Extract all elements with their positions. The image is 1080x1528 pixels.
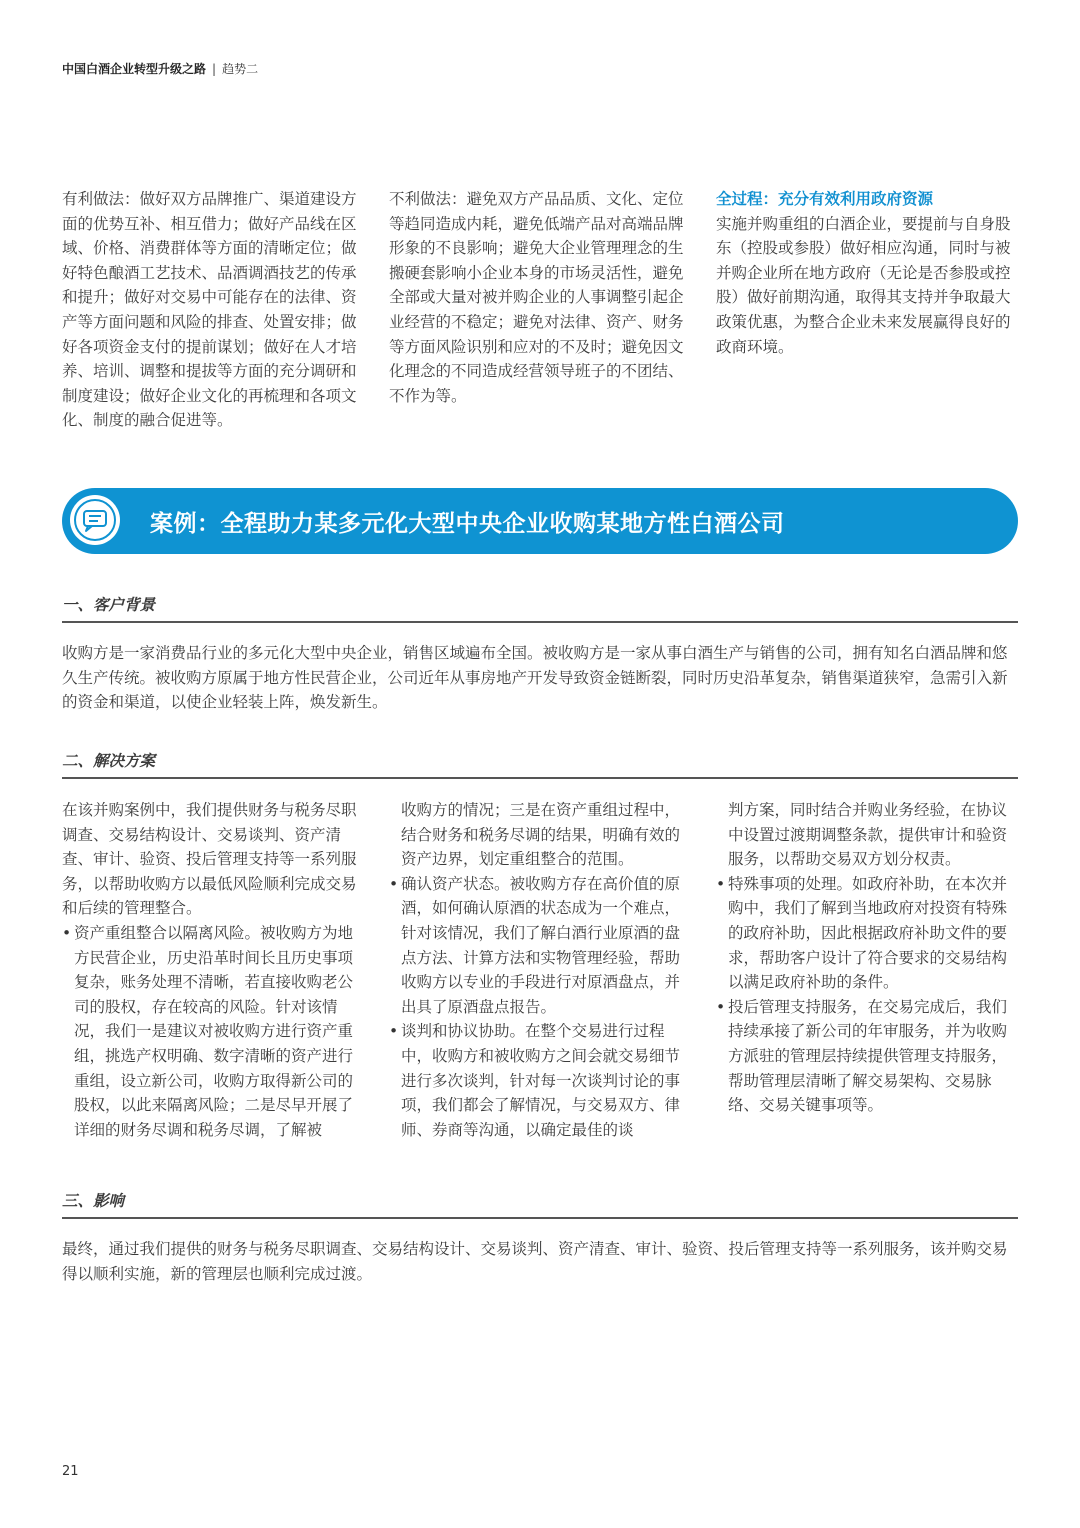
case-title: 案例：全程助力某多元化大型中央企业收购某地方性白酒公司 (150, 511, 785, 537)
case-banner (62, 488, 1018, 554)
solution-col3-continuation: 判方案，同时结合并购业务经验，在协议中设置过渡期调整条款，提供审计和验资服务，以帮助交易双方划分权责。 (728, 801, 1008, 869)
solution-intro: 在该并购案例中，我们提供财务与税务尽职调查、交易结构设计、交易谈判、资产清查、审计、验资、投后管理支持等一系列服务，以帮助收购方以最低风险顺利完成交易和后续的管理整合。 (62, 801, 357, 918)
section-heading-client-background: 一、客户背景 (62, 593, 1018, 623)
page-number: 21 (62, 1464, 79, 1479)
section-heading-solution: 二、解决方案 (62, 749, 1018, 779)
header-section: 趋势二 (222, 62, 259, 76)
favorable-practices-text: 有利做法：做好双方品牌推广、渠道建设方面的优势互补、相互借力；做好产品线在区域、价格、消费群体等方面的清晰定位；做好特色酿酒工艺技术、品酒调酒技艺的传承和提升；做好对交易中可能存在的法律、资产等方面问题和风险的排查、处置安排；做好各项资金支付的提前谋划；做好在人才培养、培训、调整和提拔等方面的充分调研和制度建设；做好企业文化的再梳理和各项文化、制度的融合促进等。 (62, 190, 357, 430)
document-title: 中国白酒企业转型升级之路 (62, 62, 207, 76)
unfavorable-practices-text: 不利做法：避免双方产品品质、文化、定位等趋同造成内耗，避免低端产品对高端品牌形象的不良影响；避免大企业管理理念的生搬硬套影响小企业本身的市场灵活性，避免全部或大量对被并购企业的人事调整引起企业经营的不稳定；避免对法律、资产、财务等方面风险识别和应对的不及时；避免因文化理念的不同造成经营领导班子的不团结、不作为等。 (389, 190, 684, 405)
running-header (62, 60, 258, 77)
client-background-paragraph: 收购方是一家消费品行业的多元化大型中央企业，销售区域遍布全国。被收购方是一家从事白酒生产与销售的公司，拥有知名白酒品牌和悠久生产传统。被收购方原属于地方性民营企业，公司近年从事房地产开发导致资金链断裂，同时历史沿革复杂，销售渠道狭窄，急需引入新的资金和渠道，以使企业轻装上阵，焕发新生。 (62, 644, 1008, 712)
chat-bubble-icon (70, 495, 120, 545)
solution-column-1 (62, 798, 360, 1142)
bullet-special-matters: • 特殊事项的处理。如政府补助，在本次并购中，我们了解到当地政府对投资有特殊的政府补助，因此根据政府补助文件的要求，帮助客户设计了符合要求的交易结构以满足政府补助的条件。 (716, 872, 1018, 995)
bullet-post-investment: • 投后管理支持服务，在交易完成后，我们持续承接了新公司的年审服务，并为收购方派驻的管理层持续提供管理支持服务，帮助管理层清晰了解交易架构、交易脉络、交易关键事项等。 (716, 995, 1018, 1118)
solution-col2-continuation: 收购方的情况；三是在资产重组过程中，结合财务和税务尽调的结果，明确有效的资产边界，划定重组整合的范围。 (401, 801, 681, 869)
bullet-asset-restructuring: • 资产重组整合以隔离风险。被收购方为地方民营企业，历史沿革时间长且历史事项复杂，账务处理不清晰，若直接收购老公司的股权，存在较高的风险。针对该情况，我们一是建议对被收购方进行资产重组，挑选产权明确、数字清晰的资产进行重组，设立新公司，收购方取得新公司的股权，以此来隔离风险；二是尽早开展了详细的财务尽调和税务尽调，了解被 (62, 921, 360, 1142)
unfavorable-practices-column (389, 187, 687, 408)
solution-column-3 (716, 798, 1018, 1118)
government-resources-heading: 全过程：充分有效利用政府资源 (716, 190, 934, 208)
header-separator: | (212, 62, 217, 76)
impact-paragraph: 最终，通过我们提供的财务与税务尽职调查、交易结构设计、交易谈判、资产清查、审计、验资、投后管理支持等一系列服务，该并购交易得以顺利实施，新的管理层也顺利完成过渡。 (62, 1240, 1008, 1283)
government-resources-text: 实施并购重组的白酒企业，要提前与自身股东（控股或参股）做好相应沟通，同时与被并购企业所在地方政府（无论是否参股或控股）做好前期沟通，取得其支持并争取最大政策优惠，为整合企业未来发展赢得良好的政商环境。 (716, 214, 1011, 356)
client-background-text (62, 641, 1020, 715)
solution-column-2 (389, 798, 687, 1142)
impact-text (62, 1237, 1020, 1286)
bullet-negotiation: • 谈判和协议协助。在整个交易进行过程中，收购方和被收购方之间会就交易细节进行多次谈判，针对每一次谈判讨论的事项，我们都会了解情况，与交易双方、律师、券商等沟通，以确定最佳的谈 (389, 1019, 687, 1142)
bullet-asset-status: • 确认资产状态。被收购方存在高价值的原酒，如何确认原酒的状态成为一个难点，针对该情况，我们了解白酒行业原酒的盘点方法、计算方法和实物管理经验，帮助收购方以专业的手段进行对原酒盘点，并出具了原酒盘点报告。 (389, 872, 687, 1020)
section-heading-impact: 三、影响 (62, 1189, 1018, 1219)
favorable-practices-column (62, 187, 366, 433)
government-resources-column (716, 187, 1018, 359)
